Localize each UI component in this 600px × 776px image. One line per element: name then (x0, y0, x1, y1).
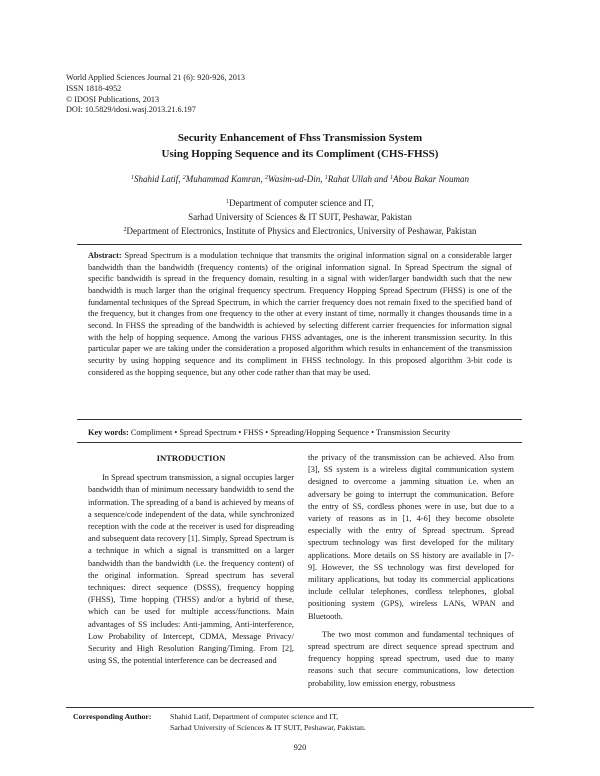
author-name: Wasim-ud-Din, (268, 174, 325, 184)
affiliation-marker: 1 (226, 199, 230, 205)
body-paragraph: The two most common and fundamental techniques of spread spectrum are direct sequence spread spectrum and frequency hopping spread spectrum, used due to many reasons such that secure communications, low detection probability, low emission energy, robustness (308, 629, 514, 688)
abstract-text: Spread Spectrum is a modulation technique that transmits the original information signal on a considerable larger bandwidth than the bandwidth (frequency contents) of the original information signal. In Spread Spectrum the signal of specific bandwidth is spread in the frequency domain, resulting in a signal with wider/larger bandwidth such that the new bandwidth is much larger than the original frequency spectrum. Frequency Hopping Spread Spectrum (FHSS) is one of the fundamental techniques of the Spread Spectrum, in which the carrier frequency does not remain fixed to the specified band of the frequency, but it changes from one frequency to the other at every instant of time, normally it changes thousands time in a second. In FHSS the spreading of the bandwidth is achieved by selecting different carrier frequencies for information signal with the help of hopping sequence. Among the various FHSS advantages, one is the inherent transmission security. In this particular paper we are taking under the consideration a proposed algorithm which results in enhancement of the transmission security by using hopping sequence and its compliment in FHSS technology. In this proposed algorithm 3-bit code is considered as the hopping sequence, but any other code rather than that may be used. (88, 251, 512, 377)
affiliation-marker: 2 (123, 227, 127, 234)
body-column-left (88, 452, 294, 667)
page-number: 920 (293, 742, 307, 752)
journal-citation: World Applied Sciences Journal 21 (6): 920-926, 2013 (66, 73, 245, 82)
affiliation-text: Department of computer science and IT, (229, 198, 374, 208)
corresponding-author-label: Corresponding Author: (73, 712, 152, 721)
author-affil-marker: 2 (265, 175, 269, 181)
doi: DOI: 10.5829/idosi.wasj.2013.21.6.197 (66, 105, 196, 115)
author-affil-marker: 1 (389, 175, 393, 181)
author-affil-marker: 1 (131, 175, 135, 181)
author-list (0, 174, 600, 184)
body-column-right (308, 452, 514, 690)
keywords-bottom-rule (77, 442, 522, 443)
author-affil-marker: 2 (182, 175, 186, 181)
corresponding-author-line-2: Sarhad University of Sciences & IT SUIT, Peshawar, Pakistan. (170, 722, 366, 732)
keywords-label: Key words: (88, 428, 129, 437)
affiliations (0, 196, 600, 239)
affiliation-2 (0, 224, 600, 239)
affiliation-text: Department of Electronics, Institute of Physics and Electronics, University of Peshawar, Pakistan (126, 226, 477, 237)
journal-metadata (66, 73, 245, 116)
affiliation-1-line-1 (0, 196, 600, 211)
keywords (88, 428, 518, 437)
body-paragraph: the privacy of the transmission can be achieved. Also from [3], SS system is a wireless digital communication system designed to overcome a jamming situation i.e. when an adversary be going to interrupt the communication. Before the entry of SS, cordless phones were in use, but due to a variety of reasons as in [1, 4-6] they become obsolete especially with the entry of Spread spectrum. Spread spectrum technology was first developed for the military applications. More details on SS history are available in [7-9]. However, the SS technology was first developed for military applications, but today its commercial applications include cellular telephones, cordless telephones, global positioning system (GPS), wireless LANs, WPAN and Bluetooth. (308, 453, 514, 621)
section-heading: INTRODUCTION (156, 453, 226, 463)
keywords-text: Compliment • Spread Spectrum • FHSS • Spreading/Hopping Sequence • Transmission Security (128, 428, 451, 437)
author-name: Muhammad Kamran, (185, 174, 266, 184)
title-line-1: Security Enhancement of Fhss Transmission System (177, 132, 423, 144)
keywords-top-rule (77, 419, 522, 420)
author-name: Abou Bakar Nouman (392, 174, 469, 184)
author-name: Shahid Latif, (134, 174, 183, 184)
corresponding-author-line-1: Shahid Latif, Department of computer science and IT, (170, 712, 339, 721)
abstract (88, 250, 512, 378)
abstract-top-rule (77, 244, 522, 245)
abstract-label: Abstract: (88, 251, 122, 260)
paper-title (0, 131, 600, 162)
affiliation-1-line-2: Sarhad University of Sciences & IT SUIT, Peshawar, Pakistan (188, 211, 412, 222)
body-paragraph: In Spread spectrum transmission, a signal occupies larger bandwidth than of minimum necessary bandwidth to send the information. The spreading of a band is achieved by means of a sequence/code independent of the data, while synchronized reception with the code at the receiver is used for dispreading and subsequent data recovery [1]. Simply, Spread Spectrum is a technique in which a signal is transmitted on a larger bandwidth than the bandwidth (i.e. the frequency content) of the original information. Spread spectrum has several techniques: direct sequence (DSSS), frequency hopping (FHSS), Time hopping (THSS) and/or a hybrid of these, which can be used for multiple access/functions. Main advantages of SS includes: Anti-jamming, Anti-interference, Low Probability of Intercept, CDMA, Message Privacy/ Security and High Resolution Ranging/Timing. From [2], using SS, the potential interference can be decreased and (88, 473, 294, 666)
author-affil-marker: 1 (324, 175, 328, 181)
issn: ISSN 1818-4952 (66, 83, 122, 93)
footer-rule (66, 707, 534, 708)
author-name: Rahat Ullah and (327, 174, 390, 184)
corresponding-author-details (170, 712, 366, 733)
title-line-2: Using Hopping Sequence and its Compliment (CHS-FHSS) (161, 147, 439, 160)
publisher-copyright: © IDOSI Publications, 2013 (66, 94, 160, 104)
